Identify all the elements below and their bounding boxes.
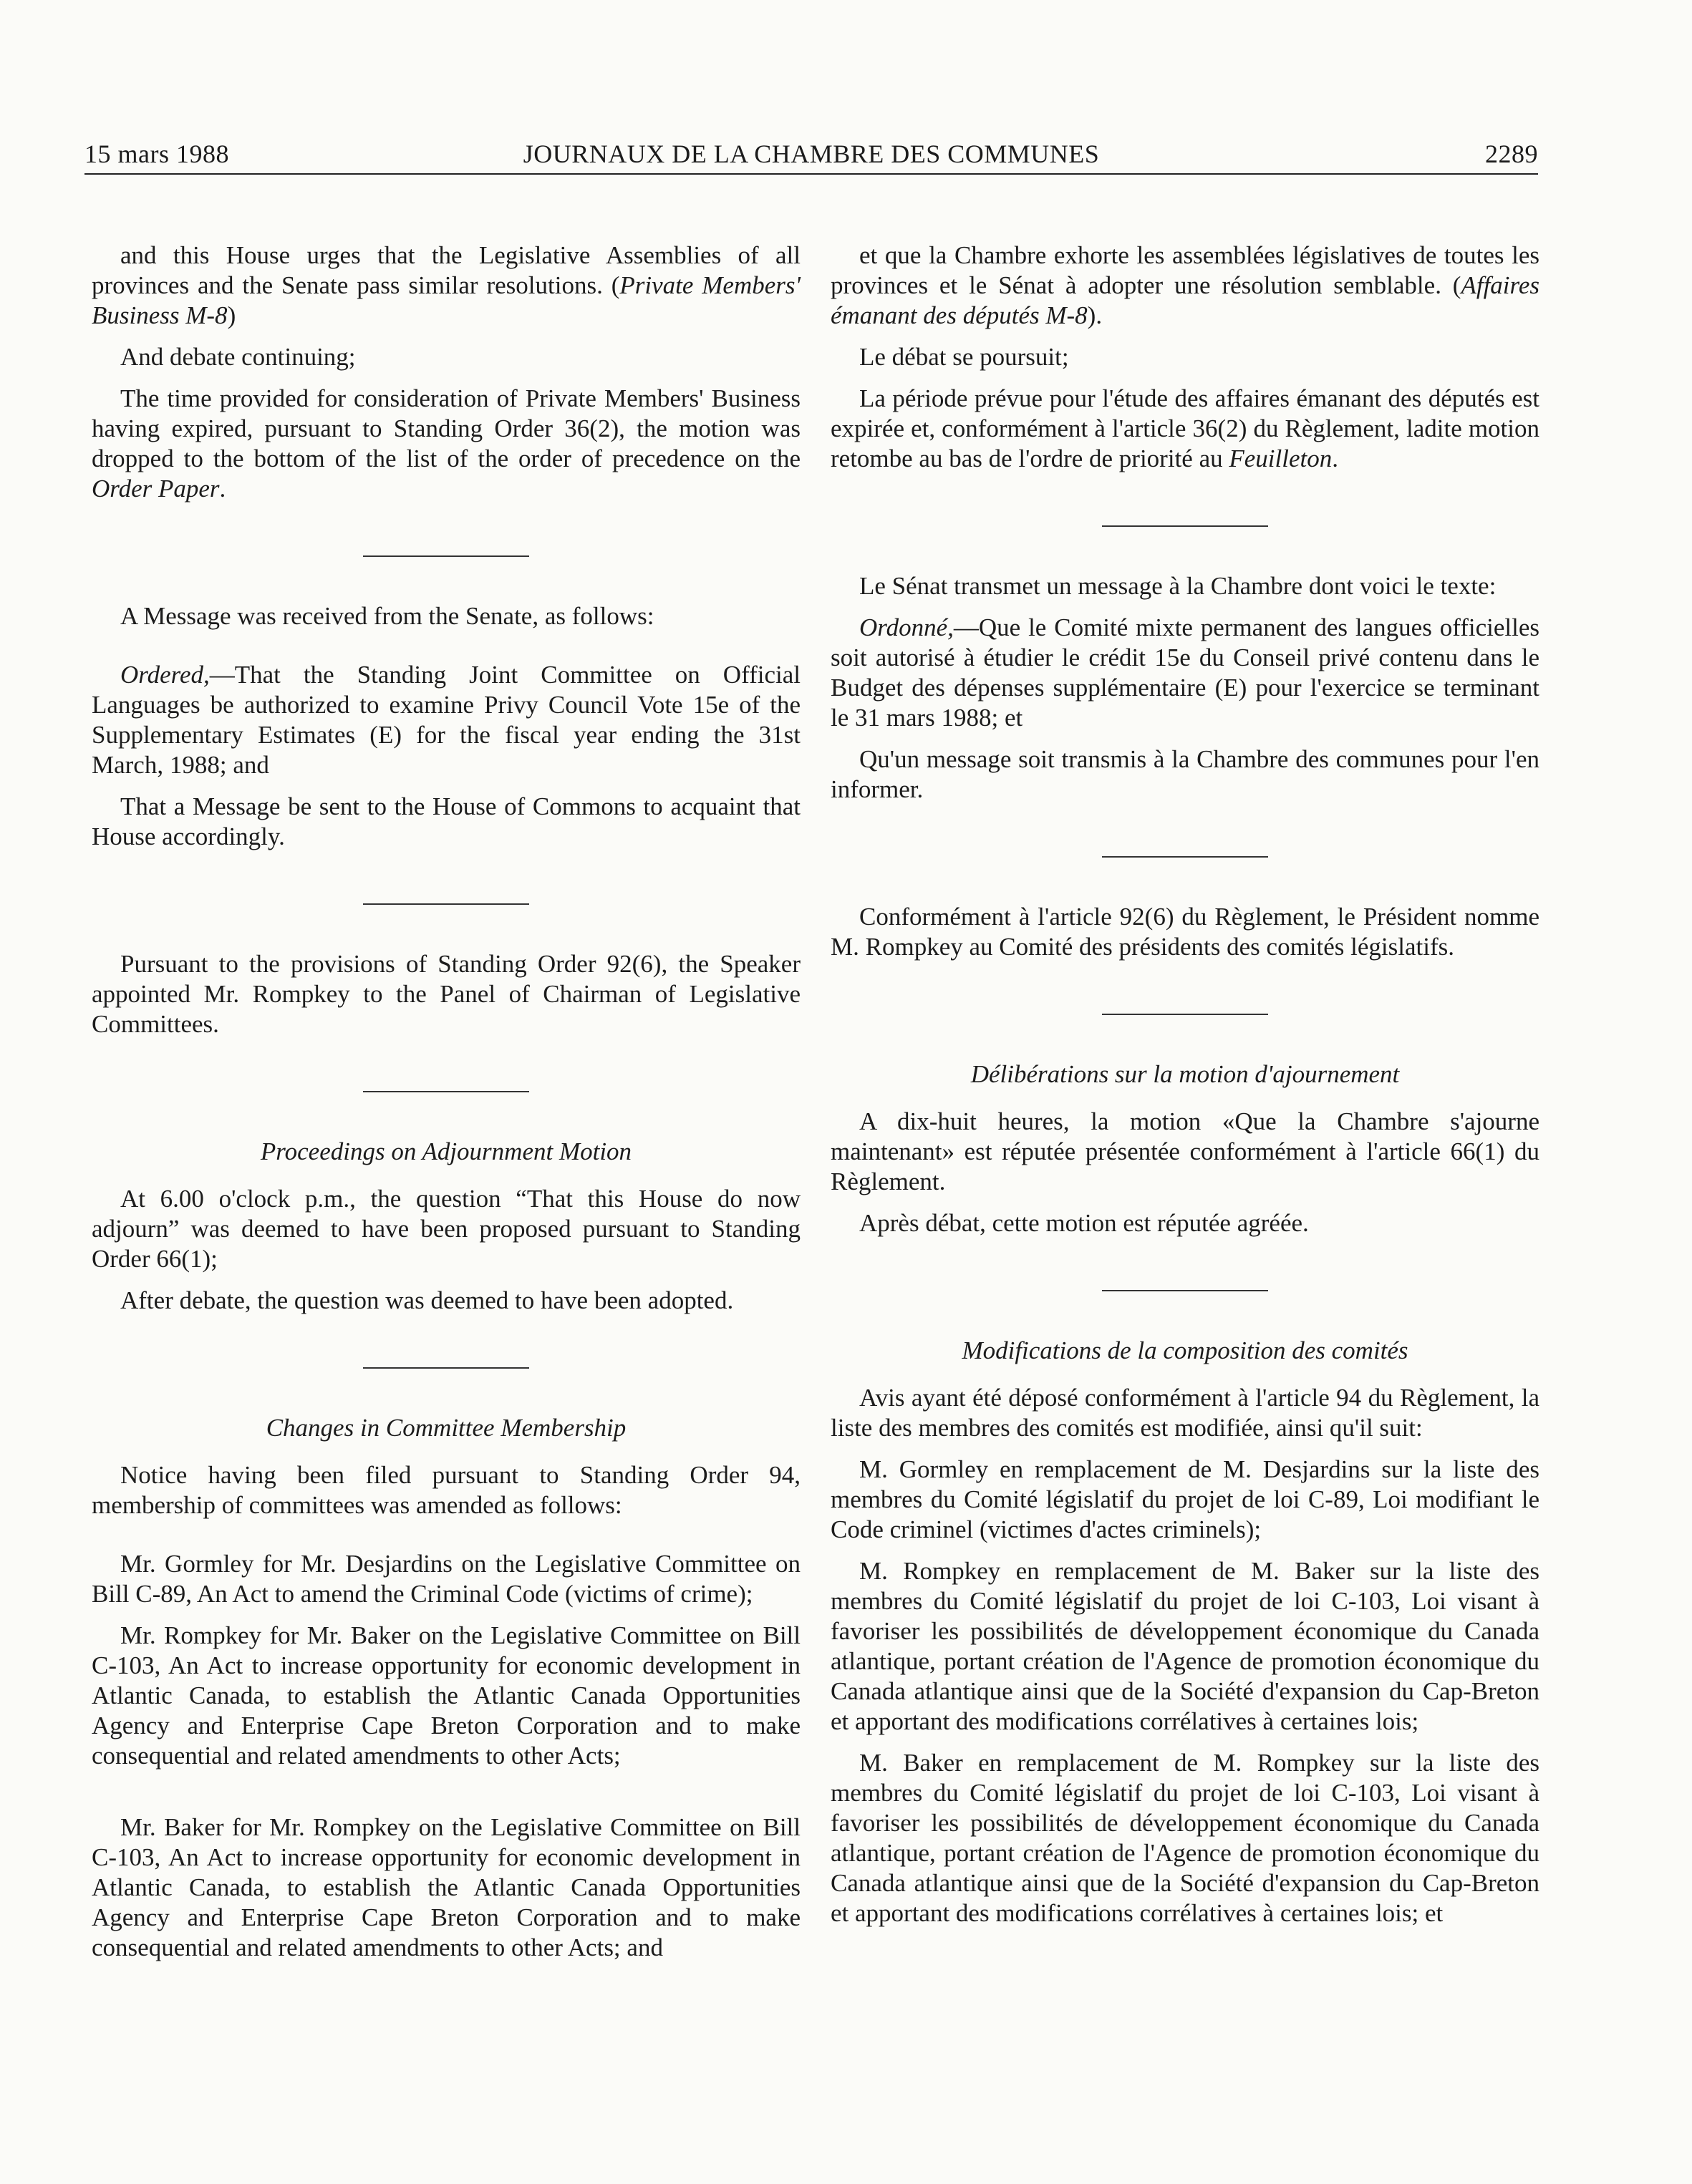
fr-adjournment-adopted: Après débat, cette motion est réputée agréée.	[859, 1209, 1309, 1237]
section-divider	[363, 1091, 529, 1092]
fr-debate-continuing: Le débat se poursuit;	[859, 343, 1069, 371]
en-adjournment-heading: Proceedings on Adjournment Motion	[260, 1137, 632, 1165]
en-motion-continuation: and this House urges that the Legislative Assemblies of all provinces and the Senate pass similar resolutions. (Private Members' Business M-8)	[92, 241, 801, 329]
fr-senate-order: Ordonné,—Que le Comité mixte permanent des langues officielles soit autorisé à étudier le crédit 15e du Conseil privé contenu dans le Budget des dépenses supplémentaire (E) pour l'exercice se terminant le 31 mars 1988; et	[831, 613, 1539, 732]
en-senate-message: That a Message be sent to the House of Commons to acquaint that House accordingly.	[92, 792, 801, 850]
section-divider	[363, 1367, 529, 1369]
en-debate-continuing: And debate continuing;	[120, 343, 356, 371]
en-adjournment-question: At 6.00 o'clock p.m., the question “That this House do now adjourn” was deemed to have been proposed pursuant to Standing Order 66(1);	[92, 1185, 801, 1273]
fr-committee-change-1: M. Gormley en remplacement de M. Desjardins sur la liste des membres du Comité législatif du projet de loi C-89, Loi modifiant le Code criminel (victimes d'actes criminels);	[831, 1455, 1539, 1543]
french-column	[831, 241, 1539, 1940]
fr-committee-heading: Modifications de la composition des comités	[962, 1336, 1408, 1364]
section-divider	[1102, 856, 1268, 858]
page-header	[84, 133, 1538, 175]
fr-senate-message: Qu'un message soit transmis à la Chambre des communes pour l'en informer.	[831, 745, 1539, 803]
en-senate-order: Ordered,—That the Standing Joint Committee on Official Languages be authorized to examine Privy Council Vote 15e of the Supplementary Estimates (E) for the fiscal year ending the 31st March, 1988; and	[92, 661, 801, 779]
en-speaker-appointment: Pursuant to the provisions of Standing Order 92(6), the Speaker appointed Mr. Rompkey to the Panel of Chairman of Legislative Committees.	[92, 950, 801, 1038]
en-committee-heading: Changes in Committee Membership	[266, 1414, 627, 1442]
fr-senate-message-intro: Le Sénat transmet un message à la Chambre dont voici le texte:	[859, 572, 1497, 600]
en-committee-notice: Notice having been filed pursuant to Standing Order 94, membership of committees was amended as follows:	[92, 1461, 801, 1519]
section-divider	[1102, 1290, 1268, 1291]
section-divider	[1102, 525, 1268, 527]
en-time-expired: The time provided for consideration of Private Members' Business having expired, pursuant to Standing Order 36(2), the motion was dropped to the bottom of the list of the order of precedence on the Order Paper.	[92, 384, 801, 503]
fr-speaker-appointment: Conformément à l'article 92(6) du Règlement, le Président nomme M. Rompkey au Comité des présidents des comités législatifs.	[831, 903, 1539, 961]
en-senate-message-intro: A Message was received from the Senate, as follows:	[120, 602, 654, 630]
header-date: 15 mars 1988	[84, 140, 229, 168]
section-divider	[363, 555, 529, 557]
section-divider	[1102, 1014, 1268, 1015]
fr-committee-notice: Avis ayant été déposé conformément à l'article 94 du Règlement, la liste des membres des comités est modifiée, ainsi qu'il suit:	[831, 1384, 1539, 1442]
fr-committee-change-3: M. Baker en remplacement de M. Rompkey sur la liste des membres du Comité législatif du projet de loi C-103, Loi visant à favoriser les possibilités de développement économique du Canada atlantique, portant création de l'Agence de promotion économique du Canada atlantique ainsi que de la Société d'expansion du Cap-Breton et apportant des modifications corrélatives à certaines lois; et	[831, 1749, 1539, 1927]
header-title: JOURNAUX DE LA CHAMBRE DES COMMUNES	[523, 140, 1100, 168]
en-committee-change-2: Mr. Rompkey for Mr. Baker on the Legislative Committee on Bill C-103, An Act to increase opportunity for economic development in Atlantic Canada, to establish the Atlantic Canada Opportunities Agency and Enterprise Cape Breton Corporation and to make consequential and related amendments to other Acts;	[92, 1621, 801, 1770]
fr-committee-change-2: M. Rompkey en remplacement de M. Baker sur la liste des membres du Comité législatif du projet de loi C-103, Loi visant à favoriser les possibilités de développement économique du Canada atlantique, portant création de l'Agence de promotion économique du Canada atlantique ainsi que de la Société d'expansion du Cap-Breton et apportant des modifications corrélatives à certaines lois;	[831, 1557, 1539, 1735]
en-committee-change-1: Mr. Gormley for Mr. Desjardins on the Legislative Committee on Bill C-89, An Act to amend the Criminal Code (victims of crime);	[92, 1550, 801, 1608]
fr-motion-continuation: et que la Chambre exhorte les assemblées législatives de toutes les provinces et le Sénat à adopter une résolution semblable. (Affaires émanant des députés M-8).	[831, 241, 1539, 329]
fr-adjournment-question: A dix-huit heures, la motion «Que la Chambre s'ajourne maintenant» est réputée présentée conformément à l'article 66(1) du Règlement.	[831, 1107, 1539, 1195]
section-divider	[363, 903, 529, 905]
english-column	[92, 241, 801, 1974]
en-adjournment-adopted: After debate, the question was deemed to have been adopted.	[120, 1286, 734, 1314]
en-committee-change-3: Mr. Baker for Mr. Rompkey on the Legislative Committee on Bill C-103, An Act to increase opportunity for economic development in Atlantic Canada, to establish the Atlantic Canada Opportunities Agency and Enterprise Cape Breton Corporation and to make consequential and related amendments to other Acts; and	[92, 1813, 801, 1961]
header-page-number: 2289	[1485, 140, 1538, 168]
fr-time-expired: La période prévue pour l'étude des affaires émanant des députés est expirée et, conformément à l'article 36(2) du Règlement, ladite motion retombe au bas de l'ordre de priorité au Feuilleton.	[831, 384, 1539, 472]
fr-adjournment-heading: Délibérations sur la motion d'ajournement	[970, 1060, 1400, 1088]
